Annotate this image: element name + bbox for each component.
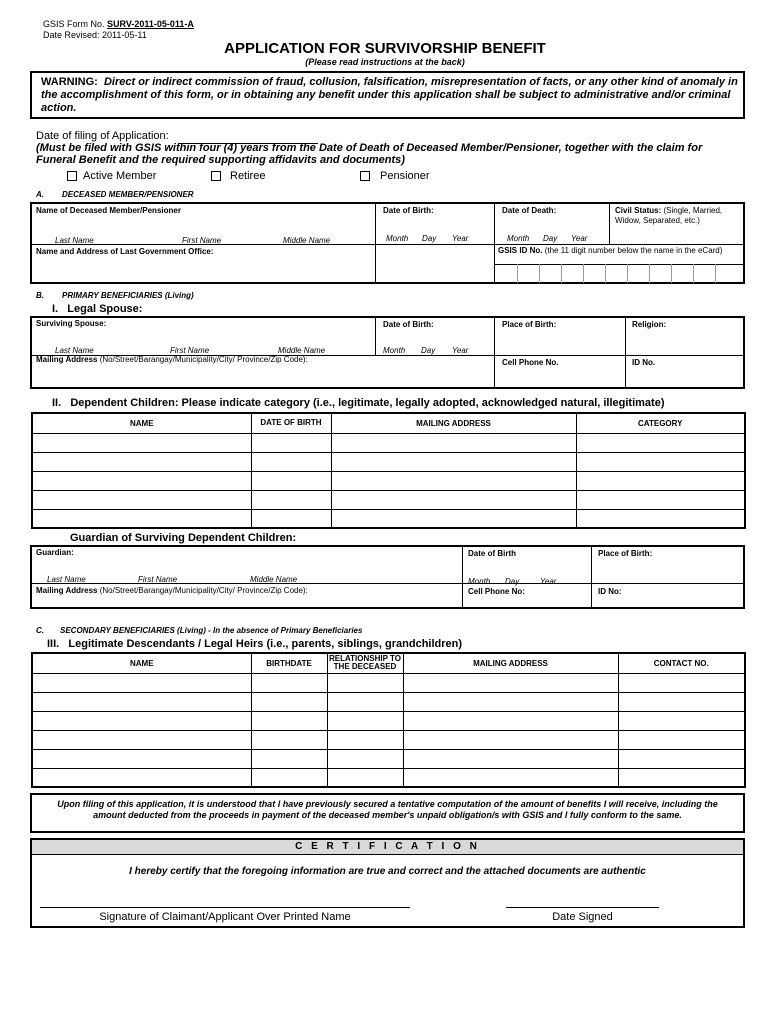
table-row[interactable] <box>32 471 745 490</box>
table-row[interactable] <box>32 711 745 730</box>
guardian-dob-year: Year <box>540 577 557 586</box>
children-col-dob: DATE OF BIRTH <box>251 413 331 433</box>
spouse-mailing-label: Mailing Address (No/Street/Barangay/Municipality/City/ Province/Zip Code): <box>36 355 308 364</box>
date-revised: Date Revised: 2011-05-11 <box>43 30 147 40</box>
deceased-dod-month: Month <box>507 234 530 243</box>
pensioner-label: Pensioner <box>380 170 430 182</box>
page-title: APPLICATION FOR SURVIVORSHIP BENEFIT <box>224 40 546 57</box>
spouse-id-label: ID No. <box>632 358 656 367</box>
heirs-col-name: NAME <box>32 653 251 673</box>
active-member-checkbox[interactable] <box>67 171 77 181</box>
spouse-first-name-label: First Name <box>170 346 210 355</box>
deceased-dod-year: Year <box>571 234 588 243</box>
guardian-dob-label: Date of Birth <box>468 549 516 558</box>
filing-date-label: Date of filing of Application: <box>36 130 169 142</box>
civil-status-label: Civil Status: (Single, Married, Widow, Separated, etc.) <box>615 206 723 225</box>
guardian-heading: Guardian of Surviving Dependent Children: <box>70 532 297 544</box>
spouse-dob-month: Month <box>383 346 406 355</box>
pensioner-checkbox[interactable] <box>360 171 370 181</box>
certification-statement: I hereby certify that the foregoing information are true and correct and the attached documents are authentic <box>129 866 646 877</box>
children-col-category: CATEGORY <box>576 413 745 433</box>
guardian-first-name-label: First Name <box>138 575 178 584</box>
guardian-dob-month: Month <box>468 577 491 586</box>
section-a-letter: A. <box>36 190 44 199</box>
spouse-last-name-label: Last Name <box>55 346 94 355</box>
table-row[interactable] <box>32 749 745 768</box>
guardian-cell-label: Cell Phone No: <box>468 587 525 596</box>
deceased-middle-name-label: Middle Name <box>283 236 331 245</box>
warning-text: WARNING: Direct or indirect commission of fraud, collusion, falsification, misrepresentation of facts, or any other kind of anomaly in the accomplishment of this form, or in obtaining any benefit under this application shall be subject to administrative and/or criminal action. <box>41 76 738 114</box>
understanding-text: Upon filing of this application, it is understood that I have previously secured a tentative computation of the amount of benefits I will receive, including the amount deducted from the proceeds in payment of the deceased member's unpaid obligation/s with GSIS and I fully conform to the same. <box>57 799 718 820</box>
spouse-religion-label: Religion: <box>632 320 667 329</box>
guardian-middle-name-label: Middle Name <box>250 575 298 584</box>
spouse-dob-label: Date of Birth: <box>383 320 434 329</box>
legal-spouse-heading: I. Legal Spouse: <box>52 303 143 315</box>
date-signed-label: Date Signed <box>552 911 613 923</box>
spouse-pob-label: Place of Birth: <box>502 320 557 329</box>
table-row[interactable] <box>32 692 745 711</box>
legal-heirs-table <box>31 652 746 788</box>
deceased-first-name-label: First Name <box>182 236 222 245</box>
deceased-dod-label: Date of Death: <box>502 206 557 215</box>
section-b-letter: B. <box>36 291 44 300</box>
guardian-label: Guardian: <box>36 548 74 557</box>
table-row[interactable] <box>32 490 745 509</box>
guardian-last-name-label: Last Name <box>47 575 86 584</box>
guardian-dob-day: Day <box>505 577 520 586</box>
page-subtitle: (Please read instructions at the back) <box>305 57 465 67</box>
heirs-col-relationship: RELATIONSHIP TO THE DECEASED <box>328 654 401 672</box>
section-a-title: DECEASED MEMBER/PENSIONER <box>62 190 194 199</box>
certification-heading: C E R T I F I C A T I O N <box>295 841 480 852</box>
spouse-dob-day: Day <box>421 346 436 355</box>
signature-label: Signature of Claimant/Applicant Over Printed Name <box>99 911 351 923</box>
active-member-label: Active Member <box>83 170 157 182</box>
deceased-dob-label: Date of Birth: <box>383 206 434 215</box>
children-col-address: MAILING ADDRESS <box>331 413 576 433</box>
section-c-letter: C. <box>36 626 44 635</box>
heirs-col-address: MAILING ADDRESS <box>403 653 618 673</box>
retiree-label: Retiree <box>230 170 266 182</box>
spouse-middle-name-label: Middle Name <box>278 346 326 355</box>
deceased-dob-year: Year <box>452 234 469 243</box>
deceased-name-label: Name of Deceased Member/Pensioner <box>36 206 181 215</box>
form-number: GSIS Form No. SURV-2011-05-011-A <box>43 19 194 29</box>
deceased-dob-month: Month <box>386 234 409 243</box>
signature-line[interactable] <box>40 907 410 908</box>
table-row[interactable] <box>32 452 745 471</box>
gsis-id-label: GSIS ID No. (the 11 digit number below the name in the eCard) <box>498 246 723 255</box>
date-signed-line[interactable] <box>506 907 659 908</box>
heirs-col-birthdate: BIRTHDATE <box>251 653 327 673</box>
dependent-children-heading: II. Dependent Children: Please indicate category (i.e., legitimate, legally adopted, acknowledged natural, illegitimate) <box>52 397 665 409</box>
retiree-checkbox[interactable] <box>211 171 221 181</box>
deceased-last-name-label: Last Name <box>55 236 94 245</box>
legal-heirs-heading: III. Legitimate Descendants / Legal Heirs (i.e., parents, siblings, grandchildren) <box>47 638 463 650</box>
table-row[interactable] <box>32 433 745 452</box>
guardian-pob-label: Place of Birth: <box>598 549 653 558</box>
guardian-id-label: ID No: <box>598 587 622 596</box>
table-row[interactable] <box>32 673 745 692</box>
spouse-dob-year: Year <box>452 346 469 355</box>
table-row[interactable] <box>32 730 745 749</box>
guardian-mailing-label: Mailing Address (No/Street/Barangay/Municipality/City/ Province/Zip Code): <box>36 586 308 595</box>
spouse-label: Surviving Spouse: <box>36 319 107 328</box>
filing-note: (Must be filed with GSIS within four (4) years from the Date of Death of Deceased Member/Pensioner, together with the claim for Funeral Benefit and the required supporting affidavits and documents) <box>36 142 703 166</box>
section-c-title: SECONDARY BENEFICIARIES (Living) - In the absence of Primary Beneficiaries <box>60 626 363 635</box>
understanding-box <box>30 793 745 833</box>
warning-box <box>30 71 745 119</box>
heirs-col-contact: CONTACT NO. <box>618 653 745 673</box>
deceased-dob-day: Day <box>422 234 437 243</box>
last-office-label: Name and Address of Last Government Office: <box>36 247 214 256</box>
deceased-dod-day: Day <box>543 234 558 243</box>
spouse-cell-label: Cell Phone No. <box>502 358 559 367</box>
table-row[interactable] <box>32 509 745 528</box>
children-col-name: NAME <box>32 413 251 433</box>
table-row[interactable] <box>32 768 745 787</box>
dependent-children-table <box>31 412 746 529</box>
section-b-title: PRIMARY BENEFICIARIES (Living) <box>62 291 194 300</box>
